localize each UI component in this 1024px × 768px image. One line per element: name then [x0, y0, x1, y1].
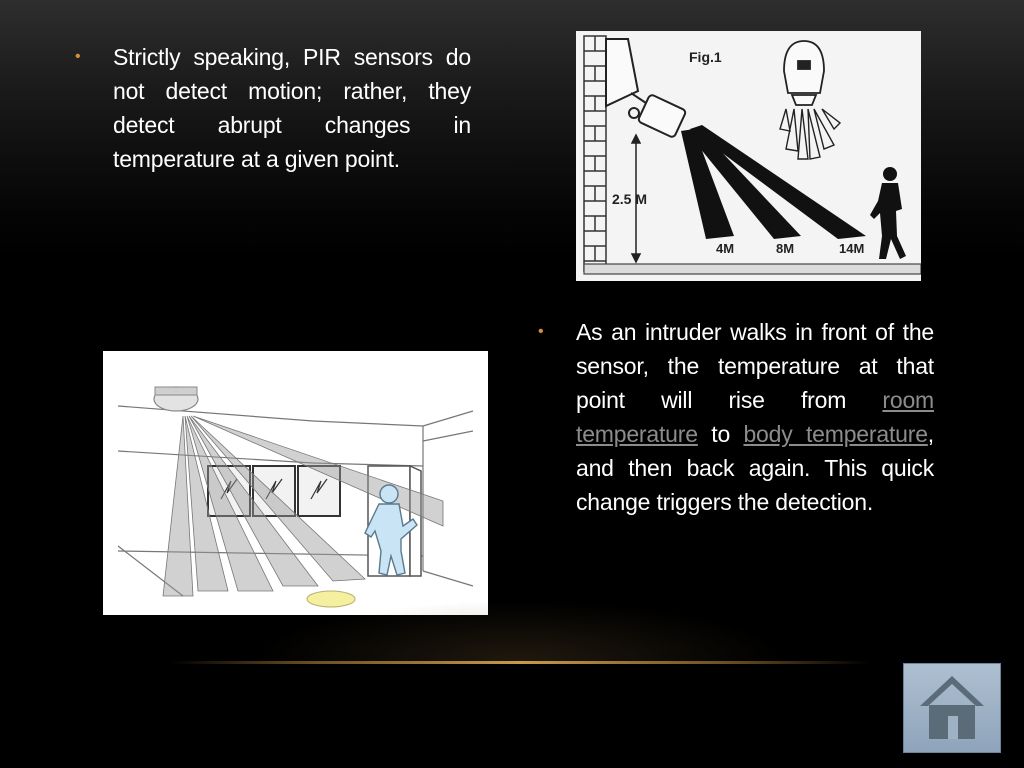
bullet-marker: • [75, 48, 81, 65]
range-mid-label: 8M [776, 241, 795, 256]
bullet-marker: • [538, 323, 544, 340]
bullet-item-intruder-detection [538, 315, 936, 555]
height-label: 2.5 M [612, 191, 648, 207]
wall-sensor-svg [576, 31, 921, 281]
wall-sensor [606, 39, 686, 138]
intruder-figure [870, 167, 906, 259]
body-temperature-link[interactable]: body temperature [743, 421, 928, 447]
ceiling-sensor [154, 387, 198, 411]
range-near-label: 4M [716, 241, 735, 256]
figure-wall-sensor-diagram [576, 31, 921, 281]
detection-beams [681, 125, 866, 239]
room-sensor-svg [103, 351, 488, 615]
separator-line [170, 661, 870, 664]
bullet-text-before: As an intruder walks in front of the sensor, the temperature at that point will rise from [576, 319, 934, 413]
home-button[interactable] [903, 663, 1001, 753]
bullet-text-after: , and then back again. This quick change triggers the detection. [576, 421, 934, 515]
room-temperature-link[interactable]: room temperature [576, 387, 934, 447]
bullet-text: Strictly speaking, PIR sensors do not detect motion; rather, they detect abrupt changes in temperature at a given point. [113, 44, 471, 172]
bullet-text-middle: to [697, 421, 744, 447]
sensor-front-fan [780, 109, 840, 159]
figure-label: Fig.1 [689, 49, 722, 65]
home-icon [904, 664, 1000, 752]
range-far-label: 14M [839, 241, 865, 256]
bullet-text [576, 315, 934, 519]
sensor-front-view [784, 41, 824, 105]
brick-wall [584, 36, 606, 271]
floor [584, 264, 921, 274]
figure-room-ceiling-sensor [103, 351, 488, 615]
separator-glow [250, 600, 790, 662]
bullet-item-pir-definition [75, 40, 473, 180]
